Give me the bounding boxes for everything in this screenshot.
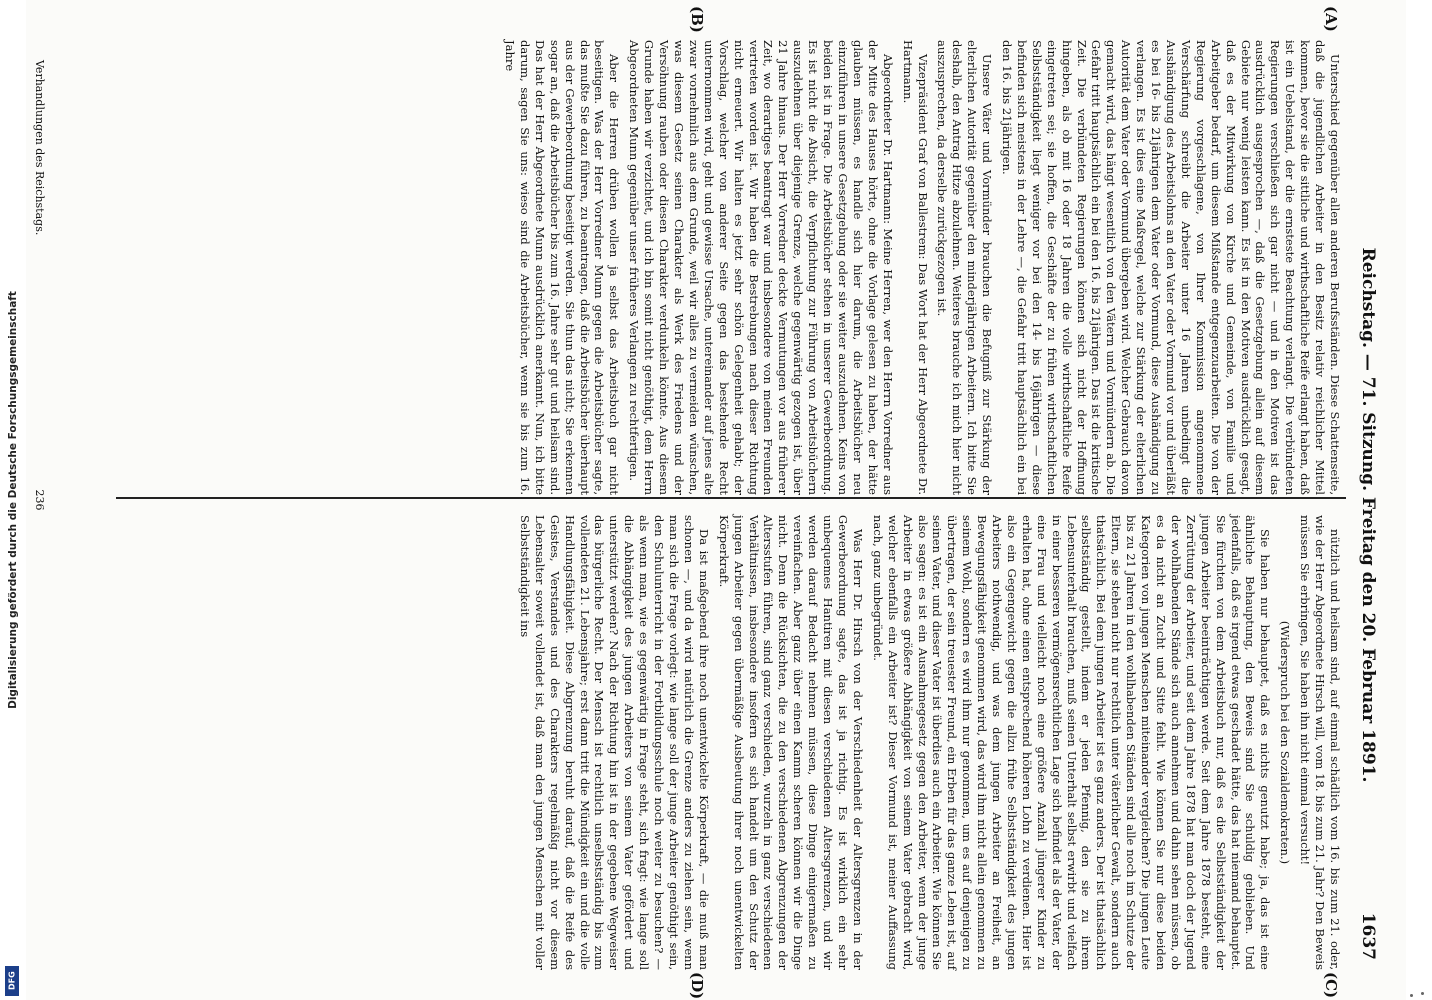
digitization-credit: Digitalisierung gefördert durch die Deutsche Forschungsgemeinschaft [7,291,19,709]
dfg-logo: DFG [5,966,19,996]
right-margin [1406,0,1432,1000]
rotated-page-content [26,0,1406,1000]
speaker-paragraph: Vizepräsident Graf von Ballestrem: Das Wort hat der Herr Abgeordnete Dr. Hartmann. [900,40,930,495]
speech-paragraph: Abgeordneter Dr. Hartmann: Meine Herren, wer den Herrn Vorredner aus der Mitte des Hauses hörte, ohne die Vorlage gelesen zu haben, der hätte glauben müssen, es handle sich hier darum, die Arbeitsbücher neu einzuführen in unsere Gesetzgebung oder sie weiter auszudehnen. Keins von beiden ist in Frage. Die Arbeitsbücher stehen in unserer Gewerbeordnung. Es ist nicht die Absicht, die Verpflichtung zur Führung von Arbeitsbüchern auszudehnen über diejenige Grenze, welche gegenwärtig gezogen ist, über 21 Jahre hinaus. Der Herr Vorredner deckte Vermutungen vor aus früherer Zeit, wo derartiges beantragt war und insbesondere von meinen Freunden vertreten worden ist. Wir haben die Bestrebungen nach dieser Richtung nicht erneuert. Wir halten es jetzt sehr schön Gelegenheit gehabt; der Vorschlag, welcher von anderer Seite gegen das bestehende Recht unternommen wird, geht und gewisse Ursache, untereinander auf jenes alte zwar vornehmlich aus dem Grunde, weil wir alles zu vermeiden wünschen, was diesem Gesetz seinen Charakter als Werk des Friedens und der Versöhnung rauben oder diesen Charakter verdunkeln könnte. Aus diesem Grunde haben wir verzichtet, und ich bin somit nicht genöthigt, dem Herrn Abgeordneten Munn gegenüber unser früheres Verlangen zu rechtfertigen. [627,40,895,495]
right-column [512,515,1342,970]
sheet-number: 236 [33,489,46,511]
paragraph: Unsere Väter und Vormünder brauchen die Befugniß zur Stärkung der elterlichen Autorität gegenüber den minderjährigen Arbeitern. Ich bitte Sie deshalb, den Antrag Hitze abzulehnen. Weiteres brauche ich mich hier nicht auszusprechen, da derselbe zurückgezogen ist. [935,40,995,495]
footer-source: Verhandlungen des Reichstags. [33,60,46,236]
paragraph: nützlich und heilsam sind, auf einmal schädlich vom 16. bis zum 21. oder, wie der Herr Abgeordnete Hirsch will, vom 18. bis zum 21. Jahr? Den Beweis müssen Sie erbringen, Sie haben ihn nicht einmal versucht! [1298,515,1342,970]
page-number: 1637 [1358,912,1378,960]
paragraph: Was Herr Dr. Hirsch von der Verschiedenheit der Altersgrenzen in der Gewerbeordnung sagte, das ist ja richtig. Es ist wirklich ein sehr unbequemes Hantiren mit diesen verschiedenen Altersgrenzen, und wir werden darauf Bedacht nehmen müssen, diese Dinge einigermaßen zu vereinfachen. Aber ganz über einen Kamm scheren können wir die Dinge nicht. Denn die Rücksichten, die zu den verschiedenen Abgrenzungen der Altersstufen führen, sind ganz verschieden, wurzeln in ganz verschiedenen Verhältnissen, insbesondere insofern es sich handelt um den Schutz der jungen Arbeiter gegen übermäßige Ausbeutung ihrer noch unentwickelten Körperkraft. [716,515,865,970]
paragraph: Sie haben nur behauptet, daß es nichts genutzt habe; ja, das ist eine ähnliche Behauptung, den Beweis sind Sie schuldig geblieben. Und jedenfalls, daß es irgend etwas geschadet hätte, das hat niemand behauptet. Sie fürchten von dem Arbeitsbuch nur, daß es die Selbstständigkeit der jungen Arbeiter beeinträchtigen werde. Seit dem Jahre 1878 besteht, eine Zerrüttung der Arbeiter, und seit dem Jahre 1878 hat man doch der Jugend der wohlhabenden Stände sich auch annehmen und dahin sehen müssen, ob es da nicht an Zucht und Sitte fehlt. Wie können Sie nur diese beiden Kategorien von jungen Menschen miteinander vergleichen? Die jungen Leute bis zu 21 Jahren in den wohlhabenden Ständen sind alle noch im Schutze der Eltern, sie stehen nicht nur rechtlich unter väterlicher Gewalt, sondern auch thatsächlich. Bei dem jungen Arbeiter ist es ganz anders. Der ist thatsächlich selbstständig gestellt, indem er jeden Pfennig, den sie zu ihrem Lebensunterhalt brauchen, muß seinen Unterhalt selbst erwirbt und vielfach in einer besseren vermögensrechtlichen Lage sich befindet als der Vater, der eine Frau und vielleicht noch eine größere Anzahl jüngerer Kinder zu erhalten hat, ohne einen entsprechend höheren Lohn zu verdienen. Hier ist also ein Gegengewicht gegen die allzu frühe Selbstständigkeit des jungen Arbeiters nothwendig, und was dem jungen Arbeiter an Freiheit, an Bewegungsfähigkeit genommen wird, das wird ihm nicht allein genommen zu seinem Wohl, sondern es wird ihm nur genommen, um es auf denjenigen zu übertragen, der sein treuester Freund, ein Erben für das ganze Leben ist, auf seinen Vater, und dieser Vater ist überdies auch ein Arbeiter. Wie können Sie also sagen: es ist ein Ausnahmegesetz gegen den Arbeiter, wenn der junge Arbeiter in etwas größere Abhängigkeit von seinem Vater gebracht wird, welcher ebenfalls ein Arbeiter ist? Dieser Vormund ist, meiner Auffassung nach, ganz unbegründet. [870,515,1273,970]
margin-marker-d: (D) [688,972,706,1000]
margin-marker-b: (B) [688,6,706,33]
header-title: Reichstag. — 71. Sitzung. Freitag den 20. Februar 1891. [1358,247,1378,783]
left-credit-strip [0,0,26,1000]
scanned-page [26,0,1406,1000]
column-divider [116,497,1346,499]
interjection: (Widerspruch bei den Sozialdemokraten.) [1278,620,1293,865]
margin-marker-c: (C) [1322,972,1340,999]
margin-marker-a: (A) [1322,6,1340,32]
left-column [497,40,1342,495]
paragraph: Da ist maßgebend ihre noch unentwickelte Körperkraft, — die muß man schonen —, und da wird natürlich die Grenze anders zu ziehen sein, wenn man sich die Frage vorlegt: wie lange soll der junge Arbeiter genöthigt sein, den Schulunterricht in der Fortbildungsschule noch weiter zu besuchen? — als wenn man, wie es gegenwärtig in Frage steht, sich fragt: wie lange soll die Abhängigkeit des jungen Arbeiters von seinem Vater gefördert und unterstützt werden? Nach der Richtung hin ist in der gegebene Wegweiser das bürgerliche Recht. Der Mensch ist rechtlich unselbstständig bis zum vollendeten 21. Lebensjahre; erst dann tritt die Mündigkeit ein und die volle Handlungsfähigkeit. Diese Abgrenzung beruht darauf, daß die Reife des Geistes, Verstandes und des Charakters regelmäßig nicht vor diesem Lebensalter soweit vollendet ist, daß man den jungen Menschen mit voller Selbstständigkeit ins [517,515,711,970]
paragraph: Unterschied gegenüber allen anderen Berufsständen. Diese Schattenseite, daß die jugendlichen Arbeiter in den Besitz relativ reichlicher Mittel kommen, bevor sie die sittliche und wirthschaftliche Reife erlangt haben, daß ist ein Uebelstand, der die ernsteste Beachtung verlangt. Die verbündeten Regierungen verschließen sich gar nicht — und in den Motiven ist das ausdrücklich ausgesprochen —, daß die Gesetzgebung allein auf diesem Gebiete nur wenig leisten kann. Es ist in den Motiven ausdrücklich gesagt, daß es der Mitwirkung von Kirche und Gemeinde, von Familie und Arbeitgeber bedarf, um diesem Mißstande entgegenzuarbeiten. Die von der Regierung vorgeschlagene, von Ihrer Kommission angenommene Verschärfung schreibt die Arbeiter unter 16 Jahren unbedingt die Aushändigung des Arbeitslohns an den Vater oder Vormund vor und überläßt es bei 16- bis 21jährigen dem Vater oder Vormund, diese Aushändigung zu verlangen. Es ist dies eine Maßregel, welche zur Stärkung der elterlichen Autorität dem Vater oder Vormund übergeben wird. Welcher Gebrauch davon gemacht wird, das hängt wesentlich von den Vätern und Vormündern ab. Die Gefahr tritt hauptsächlich ein bei den 16. bis 21jährigen. Das ist die kritische Zeit. Die verbündeten Regierungen können sich nicht der Hoffnung hingeben, als ob mit 16 oder 18 Jahren die volle wirthschaftliche Reife eingetreten sei; sie hoffen, die Geschäfte der zu frühen wirthschaftlichen Selbstständigkeit liegt weniger vor bei den 14- bis 16jährigen — diese befinden sich meistens in der Lehre —, die Gefahr tritt hauptsächlich ein bei den 16. bis 21jährigen. [1000,40,1342,495]
paragraph: Aber die Herren drüben wollen ja selbst das Arbeitsbuch gar nicht beseitigen. Was der Herr Vorredner Munn gegen die Arbeitsbücher sagte, das mußte Sie dazu führen, zu beantragen, daß die Arbeitsbücher überhaupt aus der Gewerbeordnung beseitigt werden. Sie thun das nicht; Sie erkennen sogar an, daß die Arbeitsbücher bis zum 16. Jahre sehr gut und heilsam sind. Das hat der Herr Abgeordnete Munn ausdrücklich anerkannt. Nun, ich bitte darum, sagen Sie uns: wieso sind die Arbeitsbücher, wenn sie bis zum 16. Jahre [503,40,622,495]
scan-speck [1410,994,1413,997]
page-header [1350,70,1378,960]
scan-speck [1421,992,1424,995]
